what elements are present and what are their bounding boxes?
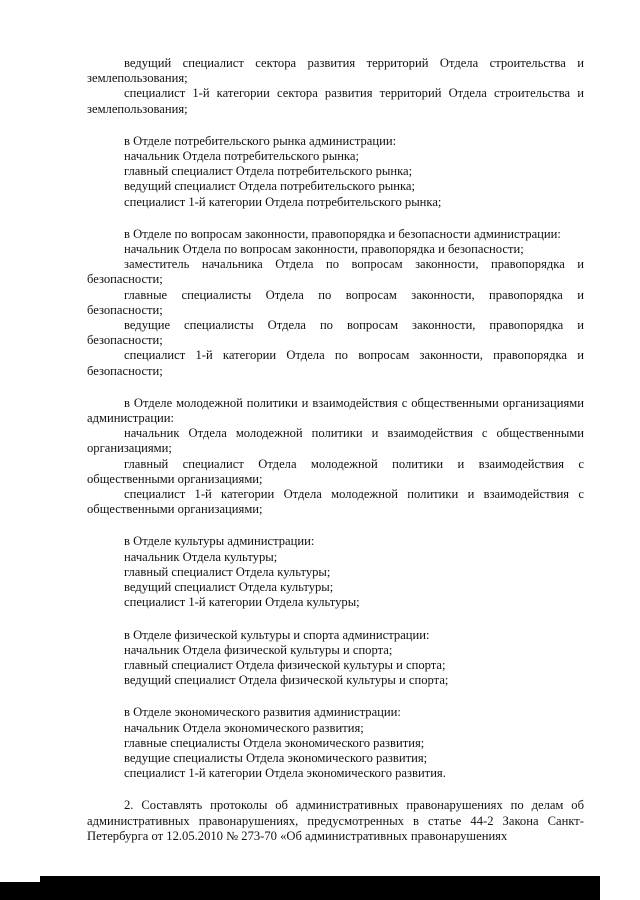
list-item: главный специалист Отдела культуры; xyxy=(124,564,331,579)
list-item: специалист 1-й категории Отдела экономического развития. xyxy=(124,766,446,781)
section-heading: в Отделе культуры администрации: xyxy=(124,534,315,549)
list-item: специалист 1-й категории Отдела потребительского рынка; xyxy=(124,194,442,209)
section-heading: в Отделе физической культуры и спорта администрации: xyxy=(124,627,430,642)
list-item: главный специалист Отдела потребительского рынка; xyxy=(124,164,413,179)
spacer xyxy=(87,117,584,134)
list-item: ведущие специалисты Отдела по вопросам законности, правопорядка и безопасности; xyxy=(87,318,584,348)
spacer xyxy=(87,517,584,534)
scan-edge-shadow xyxy=(40,876,600,900)
list-item: главные специалисты Отдела экономического развития; xyxy=(124,735,425,750)
section-heading: в Отделе по вопросам законности, правопорядка и безопасности администрации: xyxy=(124,226,561,241)
section-heading: в Отделе потребительского рынка администрации: xyxy=(124,133,397,148)
section-heading: в Отделе экономического развития администрации: xyxy=(124,705,401,720)
section-heading: в Отделе молодежной политики и взаимодействия с общественными организациями администрации: xyxy=(87,395,584,426)
clause-paragraph: 2. Составлять протоколы об административных правонарушениях по делам об административных правонарушениях, предусмотренных в статье 44-2 Закона Санкт-Петербурга от 12.05.2010 № 273-70 «Об административных правонарушениях xyxy=(87,798,584,843)
list-item: ведущий специалист Отдела культуры; xyxy=(124,580,334,595)
list-item: главные специалисты Отдела по вопросам законности, правопорядка и безопасности; xyxy=(87,287,584,317)
list-item: ведущие специалисты Отдела экономического развития; xyxy=(124,750,428,765)
list-item: ведущий специалист Отдела физической культуры и спорта; xyxy=(124,673,449,688)
list-item: заместитель начальника Отдела по вопросам законности, правопорядка и безопасности; xyxy=(87,257,584,287)
list-item: специалист 1-й категории Отдела молодежной политики и взаимодействия с общественными организациями; xyxy=(87,487,584,517)
list-item: начальник Отдела экономического развития; xyxy=(124,720,364,735)
spacer xyxy=(87,611,584,628)
list-item: начальник Отдела молодежной политики и взаимодействия с общественными организациями; xyxy=(87,426,584,456)
list-item: начальник Отдела по вопросам законности, правопорядка и безопасности; xyxy=(124,242,524,257)
list-item: главный специалист Отдела молодежной политики и взаимодействия с общественными организациями; xyxy=(87,456,584,486)
paragraph: специалист 1-й категории сектора развития территорий Отдела строительства и землепользования; xyxy=(87,86,584,116)
document-body xyxy=(87,56,584,844)
list-item: главный специалист Отдела физической культуры и спорта; xyxy=(124,657,446,672)
spacer xyxy=(87,781,584,798)
paragraph: ведущий специалист сектора развития территорий Отдела строительства и землепользования; xyxy=(87,56,584,86)
list-item: специалист 1-й категории Отдела культуры; xyxy=(124,595,360,610)
list-item: начальник Отдела физической культуры и спорта; xyxy=(124,642,393,657)
spacer xyxy=(87,210,584,227)
spacer xyxy=(87,379,584,396)
spacer xyxy=(87,688,584,705)
list-item: начальник Отдела культуры; xyxy=(124,549,278,564)
list-item: ведущий специалист Отдела потребительского рынка; xyxy=(124,179,416,194)
list-item: специалист 1-й категории Отдела по вопросам законности, правопорядка и безопасности; xyxy=(87,348,584,378)
list-item: начальник Отдела потребительского рынка; xyxy=(124,149,359,164)
